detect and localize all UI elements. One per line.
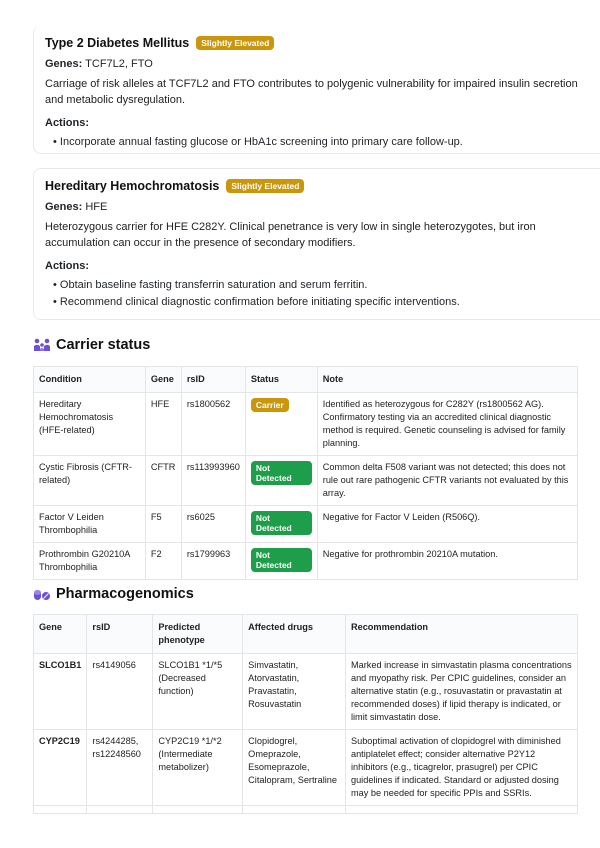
gene-cell: CYP2C19 bbox=[34, 730, 87, 806]
recommendation-cell: Marked increase in simvastatin plasma concentrations and myopathy risk. Per CPIC guidelines, consider an alternative statin (e.g., rosuvastatin or pravastatin at recommended doses) if lipid therapy is indicated, or limit simvastatin dose. bbox=[345, 654, 577, 730]
section-title: Pharmacogenomics bbox=[56, 586, 194, 602]
rsid-cell: rs4149056 bbox=[87, 654, 153, 730]
genes-line bbox=[45, 201, 600, 213]
condition-cell: Cystic Fibrosis (CFTR-related) bbox=[34, 456, 146, 506]
gene-cell: CFTR bbox=[145, 456, 181, 506]
pharmacogenomics-heading bbox=[33, 586, 194, 602]
genes-value: HFE bbox=[85, 201, 108, 213]
note-cell: Negative for prothrombin 20210A mutation. bbox=[317, 543, 577, 580]
col-header: Condition bbox=[34, 367, 146, 393]
col-header: rsID bbox=[87, 615, 153, 654]
note-cell: Negative for Factor V Leiden (R506Q). bbox=[317, 506, 577, 543]
gene-cell: SLCO1B1 bbox=[34, 654, 87, 730]
table-header-row bbox=[34, 367, 578, 393]
table-row bbox=[34, 654, 578, 730]
actions-list bbox=[45, 134, 600, 151]
carrier-status-heading bbox=[33, 337, 150, 353]
pharmacogenomics-table bbox=[33, 614, 578, 814]
col-header: Affected drugs bbox=[243, 615, 346, 654]
condition-cell: Factor V Leiden Thrombophilia bbox=[34, 506, 146, 543]
col-header: rsID bbox=[181, 367, 245, 393]
actions-heading: Actions: bbox=[45, 117, 89, 129]
risk-card-t2d bbox=[33, 26, 600, 154]
section-title: Carrier status bbox=[56, 337, 151, 353]
col-header: Gene bbox=[145, 367, 181, 393]
status-badge: Carrier bbox=[251, 398, 289, 412]
card-title bbox=[45, 179, 600, 193]
drugs-cell: Simvastatin, Atorvastatin, Pravastatin, Rosuvastatin bbox=[243, 654, 346, 730]
col-header: Predicted phenotype bbox=[153, 615, 243, 654]
status-badge: Not Detected bbox=[251, 461, 312, 485]
status-cell bbox=[245, 506, 317, 543]
genes-label: Genes: bbox=[45, 201, 83, 213]
rsid-cell: rs113993960 bbox=[181, 456, 245, 506]
gene-cell: F5 bbox=[145, 506, 181, 543]
gene-cell: HFE bbox=[145, 393, 181, 456]
condition-name: Hereditary Hemochromatosis bbox=[45, 179, 220, 193]
table-header-row bbox=[34, 615, 578, 654]
recommendation-cell: Suboptimal activation of clopidogrel with diminished antiplatelet effect; consider alternative P2Y12 inhibitors (e.g., ticagrelor, prasugrel) per CPIC guidelines if indicated. Standard or adjusted dosing may be needed for specific PPIs and SSRIs. bbox=[345, 730, 577, 806]
rsid-cell: rs6025 bbox=[181, 506, 245, 543]
action-item: • Incorporate annual fasting glucose or HbA1c screening into primary care follow-up. bbox=[53, 134, 600, 151]
card-description: Carriage of risk alleles at TCF7L2 and FTO contributes to polygenic vulnerability for impaired insulin secretion and metabolic dysregulation. bbox=[45, 78, 578, 106]
status-cell bbox=[245, 543, 317, 580]
phenotype-cell: SLCO1B1 *1/*5 (Decreased function) bbox=[153, 654, 243, 730]
condition-name: Type 2 Diabetes Mellitus bbox=[45, 36, 190, 50]
note-cell: Common delta F508 variant was not detected; this does not rule out rare pathogenic CFTR variants not evaluated by this array. bbox=[317, 456, 577, 506]
phenotype-cell: CYP2C19 *1/*2 (Intermediate metabolizer) bbox=[153, 730, 243, 806]
card-title bbox=[45, 36, 600, 50]
rsid-cell: rs4244285, rs12248560 bbox=[87, 730, 153, 806]
status-cell bbox=[245, 393, 317, 456]
rsid-cell: rs1799963 bbox=[181, 543, 245, 580]
risk-card-hemochromatosis bbox=[33, 168, 600, 320]
table-row bbox=[34, 543, 578, 580]
actions-list bbox=[45, 277, 600, 311]
gene-cell: F2 bbox=[145, 543, 181, 580]
col-header: Gene bbox=[34, 615, 87, 654]
table-row bbox=[34, 506, 578, 543]
genes-line bbox=[45, 58, 600, 70]
card-description: Heterozygous carrier for HFE C282Y. Clinical penetrance is very low in single heterozygotes, but iron accumulation can occur in the presence of secondary modifiers. bbox=[45, 221, 536, 249]
risk-badge: Slightly Elevated bbox=[196, 36, 274, 50]
action-item: • Recommend clinical diagnostic confirmation before initiating specific interventions. bbox=[53, 294, 600, 311]
rsid-cell: rs1800562 bbox=[181, 393, 245, 456]
drugs-cell: Clopidogrel, Omeprazole, Esomeprazole, Citalopram, Sertraline bbox=[243, 730, 346, 806]
family-icon bbox=[33, 337, 51, 353]
genes-value: TCF7L2, FTO bbox=[85, 58, 153, 70]
status-badge: Not Detected bbox=[251, 548, 312, 572]
table-row bbox=[34, 730, 578, 806]
table-row bbox=[34, 806, 578, 814]
condition-cell: Hereditary Hemochromatosis (HFE-related) bbox=[34, 393, 146, 456]
status-cell bbox=[245, 456, 317, 506]
table-row bbox=[34, 393, 578, 456]
col-header: Status bbox=[245, 367, 317, 393]
genes-label: Genes: bbox=[45, 58, 83, 70]
col-header: Note bbox=[317, 367, 577, 393]
status-badge: Not Detected bbox=[251, 511, 312, 535]
condition-cell: Prothrombin G20210A Thrombophilia bbox=[34, 543, 146, 580]
action-item: • Obtain baseline fasting transferrin saturation and serum ferritin. bbox=[53, 277, 600, 294]
note-cell: Identified as heterozygous for C282Y (rs1800562 AG). Confirmatory testing via an accredited clinical diagnostic method is required. Genetic counseling is advised for family planning. bbox=[317, 393, 577, 456]
col-header: Recommendation bbox=[345, 615, 577, 654]
risk-badge: Slightly Elevated bbox=[226, 179, 304, 193]
carrier-table bbox=[33, 366, 578, 580]
table-row bbox=[34, 456, 578, 506]
pills-icon bbox=[33, 586, 51, 602]
actions-heading: Actions: bbox=[45, 260, 89, 272]
